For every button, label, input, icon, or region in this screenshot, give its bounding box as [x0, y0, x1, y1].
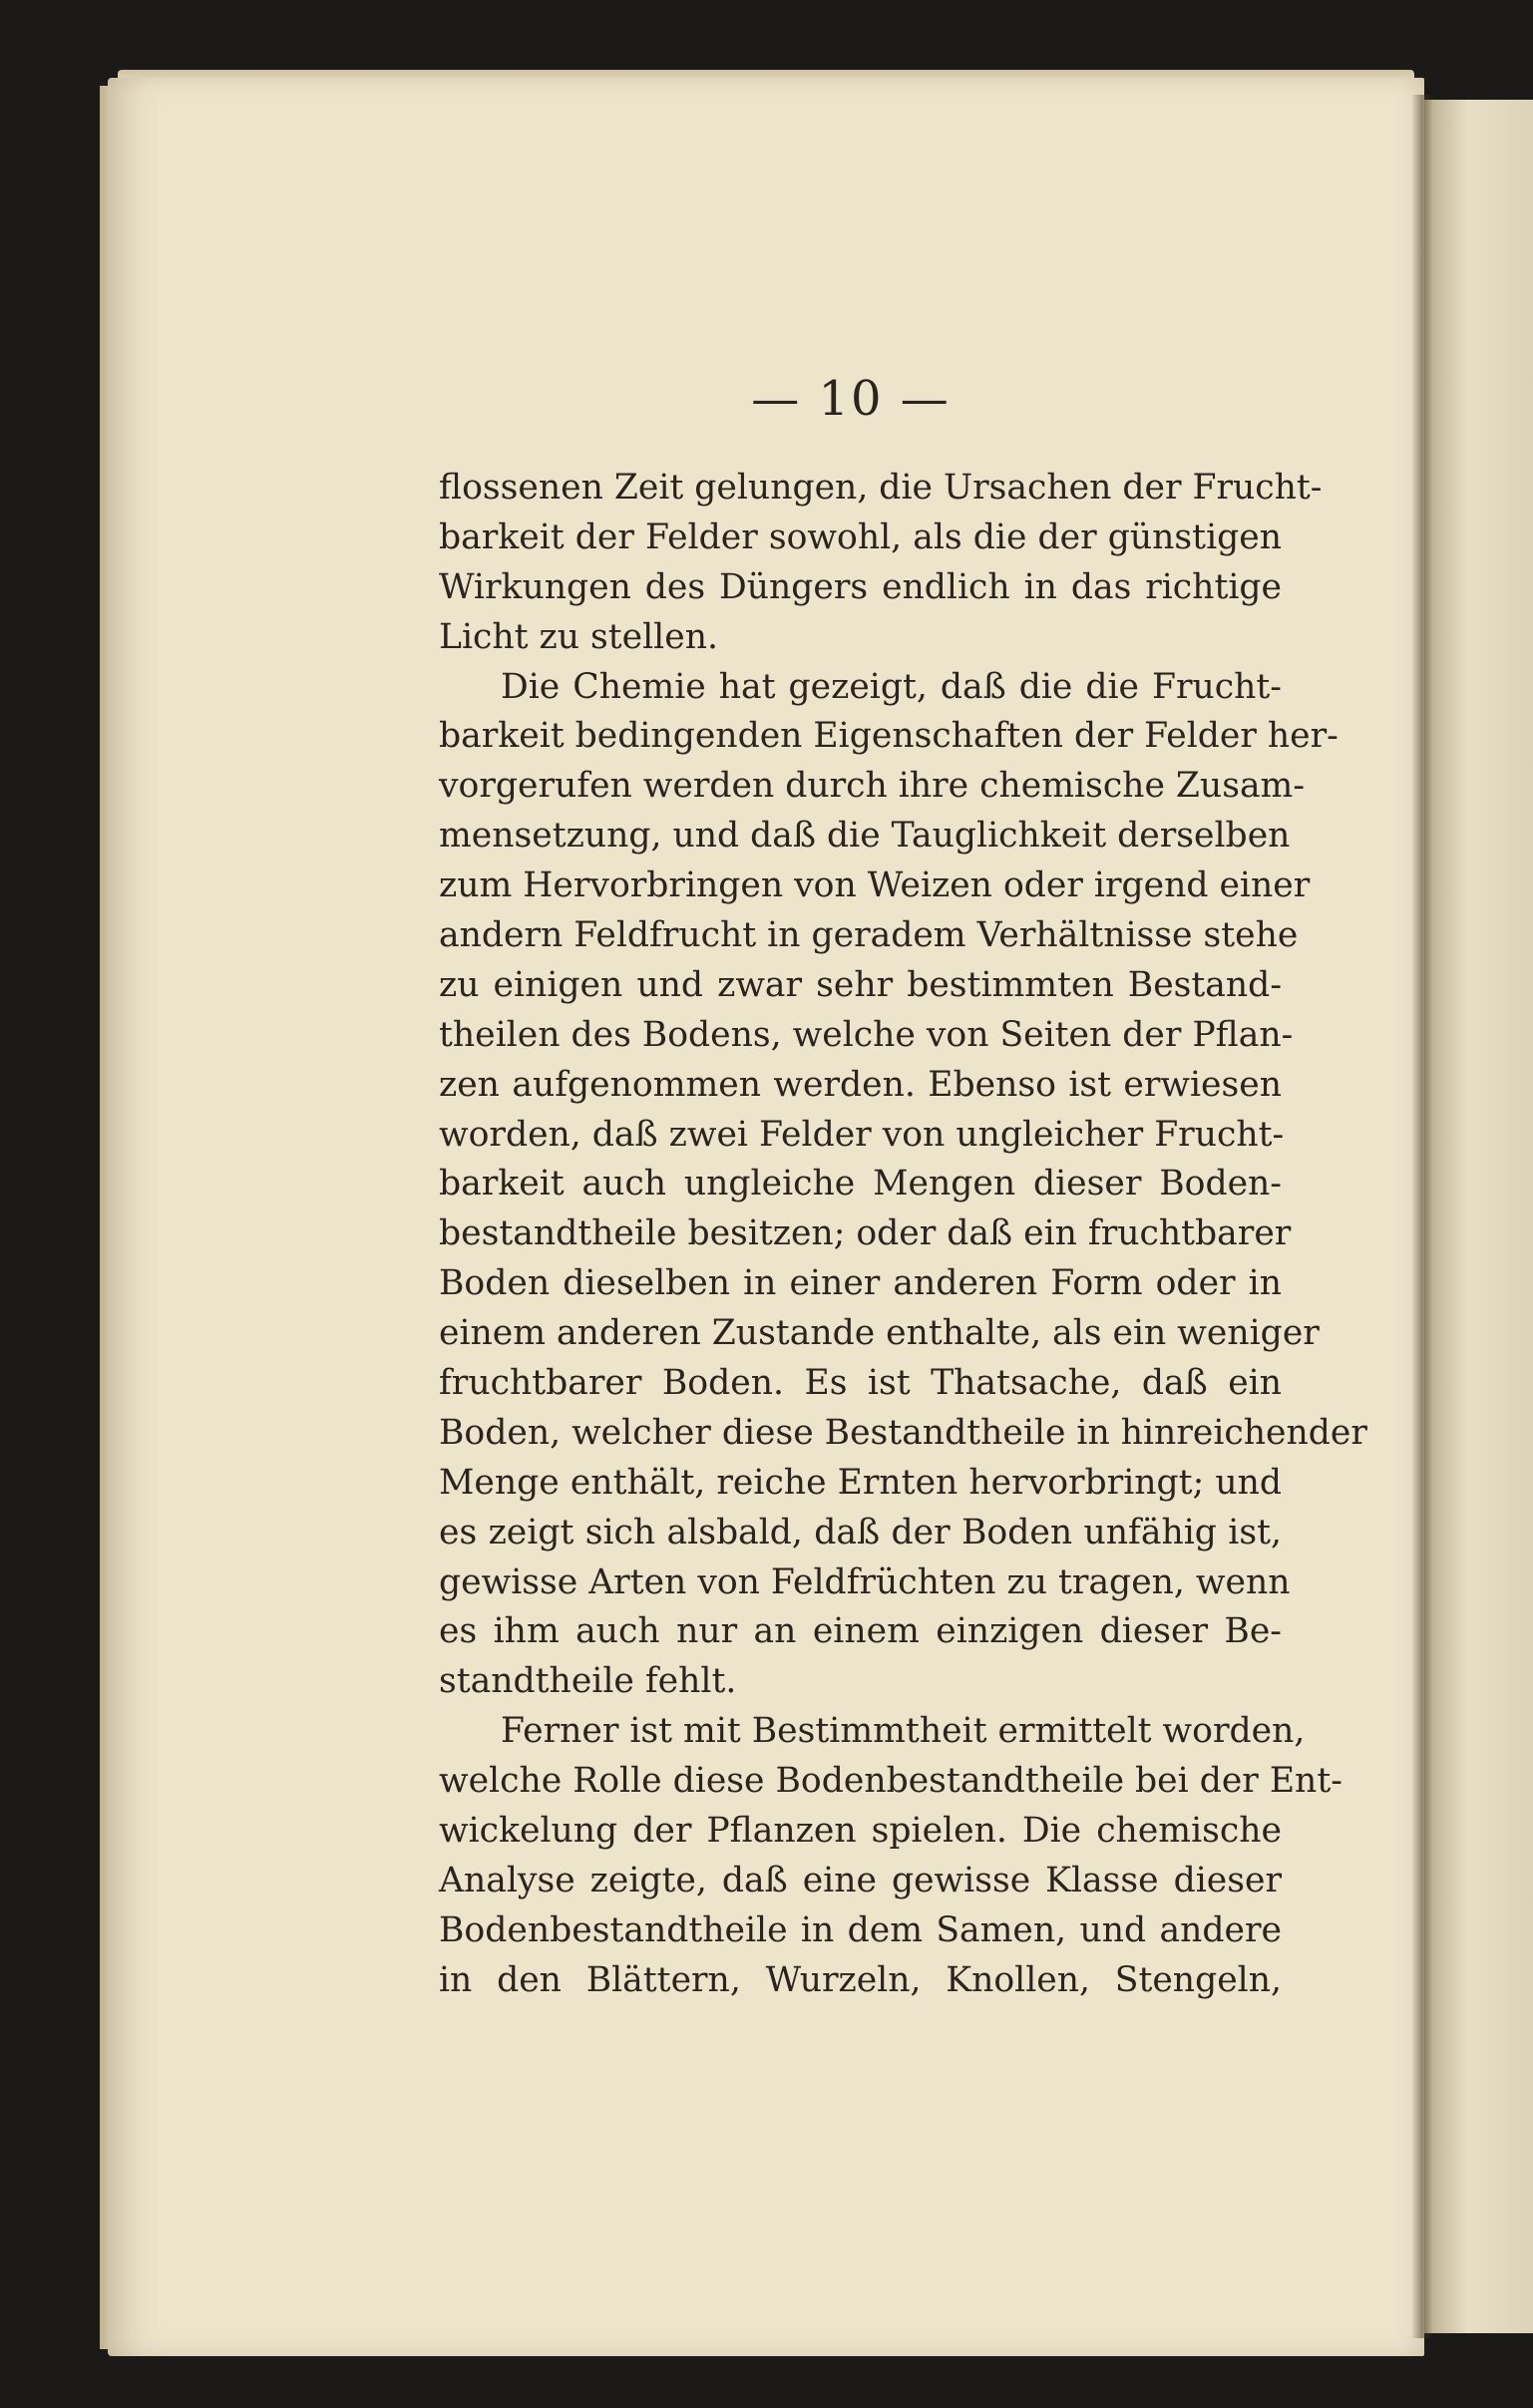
facing-page-edge — [1424, 100, 1533, 2333]
text-line: Ferner ist mit Bestimmtheit ermittelt worden, — [501, 1711, 1306, 1752]
text-line: theilen des Bodens, welche von Seiten der Pflan- — [439, 1014, 1294, 1055]
text-line: bestandtheile besitzen; oder daß ein fruchtbarer — [439, 1213, 1292, 1254]
book-gutter — [1411, 95, 1433, 2338]
text-line: zum Hervorbringen von Weizen oder irgend einer — [439, 865, 1311, 906]
text-line: Analyse zeigte, daß eine gewisse Klasse dieser — [439, 1860, 1282, 1900]
page-number: — 10 — — [751, 371, 951, 427]
text-line: flossenen Zeit gelungen, die Ursachen der Frucht- — [439, 468, 1323, 508]
text-line: worden, daß zwei Felder von ungleicher Frucht- — [439, 1114, 1285, 1155]
text-line: Wirkungen des Düngers endlich in das richtige — [439, 566, 1282, 607]
text-line: fruchtbarer Boden. Es ist Thatsache, daß ein — [439, 1363, 1282, 1404]
text-line: Boden dieselben in einer anderen Form oder in — [439, 1263, 1282, 1304]
text-line: es zeigt sich alsbald, daß der Boden unfähig ist, — [439, 1512, 1282, 1552]
text-line: einem anderen Zustande enthalte, als ein weniger — [439, 1313, 1320, 1354]
text-line: es ihm auch nur an einem einzigen dieser Be- — [439, 1611, 1282, 1652]
text-line: vorgerufen werden durch ihre chemische Zusam- — [439, 766, 1306, 807]
text-line: wickelung der Pflanzen spielen. Die chemische — [439, 1811, 1282, 1852]
text-line: Die Chemie hat gezeigt, daß die die Frucht- — [501, 666, 1282, 707]
text-line: mensetzung, und daß die Tauglichkeit derselben — [439, 816, 1291, 857]
text-line: gewisse Arten von Feldfrüchten zu tragen, wenn — [439, 1561, 1291, 1602]
text-line: zen aufgenommen werden. Ebenso ist erwiesen — [439, 1064, 1282, 1105]
text-line: in den Blättern, Wurzeln, Knollen, Stengeln, — [439, 1959, 1282, 2000]
text-line: zu einigen und zwar sehr bestimmten Bestand- — [439, 964, 1282, 1005]
text-line: standtheile fehlt. — [439, 1661, 737, 1702]
text-line: barkeit der Felder sowohl, als die der günstigen — [439, 516, 1282, 557]
text-line: Bodenbestandtheile in dem Samen, und andere — [439, 1909, 1282, 1950]
text-line: barkeit bedingenden Eigenschaften der Felder her- — [439, 716, 1339, 757]
text-line: welche Rolle diese Bodenbestandtheile bei der Ent- — [439, 1761, 1342, 1802]
text-line: Boden, welcher diese Bestandtheile in hinreichender — [439, 1412, 1367, 1453]
text-line: barkeit auch ungleiche Mengen dieser Boden- — [439, 1164, 1282, 1204]
body-text — [439, 464, 1367, 2006]
text-line: andern Feldfrucht in geradem Verhältnisse stehe — [439, 915, 1299, 956]
text-line: Menge enthält, reiche Ernten hervorbringt; und — [439, 1462, 1282, 1503]
text-line: Licht zu stellen. — [439, 616, 718, 657]
